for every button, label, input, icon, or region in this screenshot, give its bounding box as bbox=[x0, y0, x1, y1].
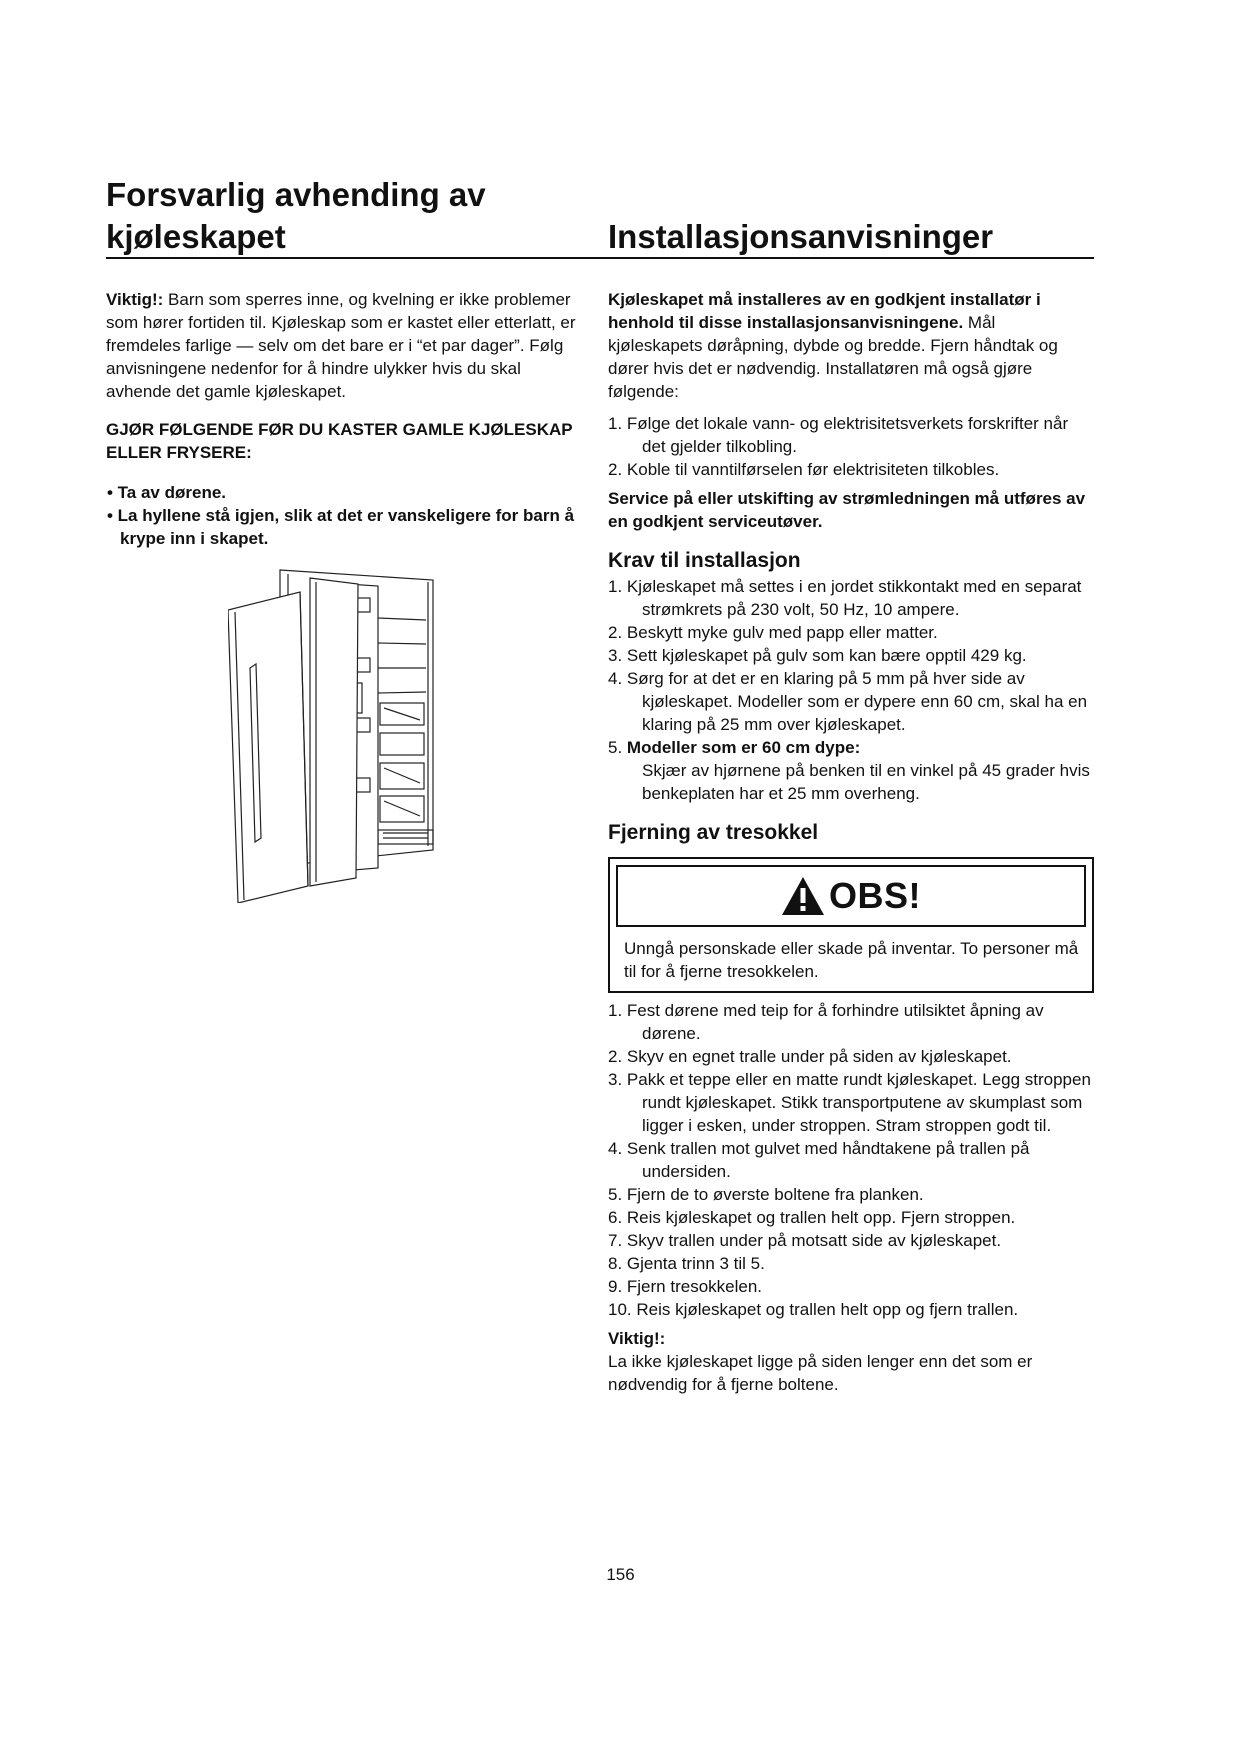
list-item: 5. Fjern de to øverste boltene fra planken. bbox=[608, 1185, 924, 1204]
list-item: 4. Sørg for at det er en klaring på 5 mm på hver side av kjøleskapet. Modeller som er dypere enn 60 cm, skal ha en klaring på 25 mm over kjøleskapet. bbox=[608, 669, 1088, 734]
left-title-line2: kjøleskapet bbox=[106, 218, 286, 255]
warning-triangle-icon bbox=[781, 876, 825, 916]
right-column bbox=[608, 288, 1094, 1396]
page-number: 156 bbox=[606, 1565, 635, 1584]
left-title-line1: Forsvarlig avhending av bbox=[106, 176, 486, 213]
installer-steps bbox=[608, 412, 1094, 481]
title-divider bbox=[106, 257, 1094, 259]
obs-label: OBS! bbox=[829, 875, 921, 916]
list-item: 10. Reis kjøleskapet og trallen helt opp og fjern trallen. bbox=[608, 1300, 1019, 1319]
list-item: • Ta av dørene. bbox=[107, 483, 227, 502]
left-column bbox=[106, 288, 586, 550]
install-intro-bold: Kjøleskapet må installeres av en godkjent installatør i henhold til disse installasjonsanvisningene. bbox=[608, 290, 1041, 332]
left-intro bbox=[106, 288, 586, 403]
obs-text: Unngå personskade eller skade på inventar. To personer må til for å fjerne tresokkelen. bbox=[624, 939, 1079, 981]
fjerning-list bbox=[608, 999, 1094, 1321]
krav-list bbox=[608, 575, 1094, 759]
list-item: 6. Reis kjøleskapet og trallen helt opp. Fjern stroppen. bbox=[608, 1208, 1016, 1227]
list-item: 1. Kjøleskapet må settes i en jordet stikkontakt med en separat strømkrets på 230 volt, 50 Hz, 10 ampere. bbox=[608, 577, 1082, 619]
install-intro-text: Mål kjøleskapets døråpning, dybde og bredde. Fjern håndtak og dører hvis det er nødvendig. Installatøren må også gjøre følgende: bbox=[608, 313, 1058, 401]
fjerning-heading: Fjerning av tresokkel bbox=[608, 821, 819, 844]
list-item: 4. Senk trallen mot gulvet med håndtakene på trallen på undersiden. bbox=[608, 1139, 1030, 1181]
fridge-open-doors-illustration bbox=[228, 568, 448, 903]
viktig-heading: Viktig!: bbox=[608, 1329, 666, 1348]
list-item: 1. Fest dørene med teip for å forhindre utilsiktet åpning av dørene. bbox=[608, 1001, 1044, 1043]
right-title: Installasjonsanvisninger bbox=[608, 218, 994, 255]
list-item: 1. Følge det lokale vann- og elektrisitetsverkets forskrifter når det gjelder tilkobling. bbox=[608, 414, 1069, 456]
disposal-bullets bbox=[106, 481, 586, 550]
krav5-number: 5. bbox=[608, 738, 627, 757]
service-note: Service på eller utskifting av strømledningen må utføres av en godkjent serviceutøver. bbox=[608, 489, 1086, 531]
list-item: 9. Fjern tresokkelen. bbox=[608, 1277, 763, 1296]
list-item: 2. Beskytt myke gulv med papp eller matter. bbox=[608, 623, 938, 642]
list-item: 2. Koble til vanntilførselen før elektrisiteten tilkobles. bbox=[608, 460, 1000, 479]
krav-heading: Krav til installasjon bbox=[608, 549, 801, 572]
left-intro-text: Barn som sperres inne, og kvelning er ikke problemer som hører fortiden til. Kjøleskap som er kastet eller etterlatt, er fremdeles farlige — selv om det bare er i “et par dager”. Følg anvisningene nedenfor for å hindre ulykker hvis du skal avhende det gamle kjøleskapet. bbox=[106, 290, 576, 401]
list-item: 8. Gjenta trinn 3 til 5. bbox=[608, 1254, 765, 1273]
list-item bbox=[608, 736, 1094, 759]
list-item: 3. Sett kjøleskapet på gulv som kan bære opptil 429 kg. bbox=[608, 646, 1027, 665]
list-item: 3. Pakk et teppe eller en matte rundt kjøleskapet. Legg stroppen rundt kjøleskapet. Stikk transportputene av skumplast som ligger i esken, under stroppen. Stram stroppen godt til. bbox=[608, 1070, 1091, 1135]
list-item: 7. Skyv trallen under på motsatt side av kjøleskapet. bbox=[608, 1231, 1002, 1250]
obs-banner bbox=[616, 865, 1086, 927]
viktig-label: Viktig!: bbox=[106, 290, 164, 309]
list-item: • La hyllene stå igjen, slik at det er vanskeligere for barn å krype inn i skapet. bbox=[107, 506, 575, 548]
disposal-heading: GJØR FØLGENDE FØR DU KASTER GAMLE KJØLESKAP ELLER FRYSERE: bbox=[106, 420, 573, 462]
list-item: 2. Skyv en egnet tralle under på siden av kjøleskapet. bbox=[608, 1047, 1012, 1066]
krav5-bold: Modeller som er 60 cm dype: bbox=[626, 738, 861, 757]
install-intro bbox=[608, 288, 1094, 403]
viktig-text: La ikke kjøleskapet ligge på siden lenger enn det som er nødvendig for å fjerne boltene. bbox=[608, 1352, 1033, 1394]
obs-warning-box bbox=[608, 857, 1094, 993]
krav5-text: Skjær av hjørnene på benken til en vinkel på 45 grader hvis benkeplaten har et 25 mm overheng. bbox=[642, 761, 1090, 803]
